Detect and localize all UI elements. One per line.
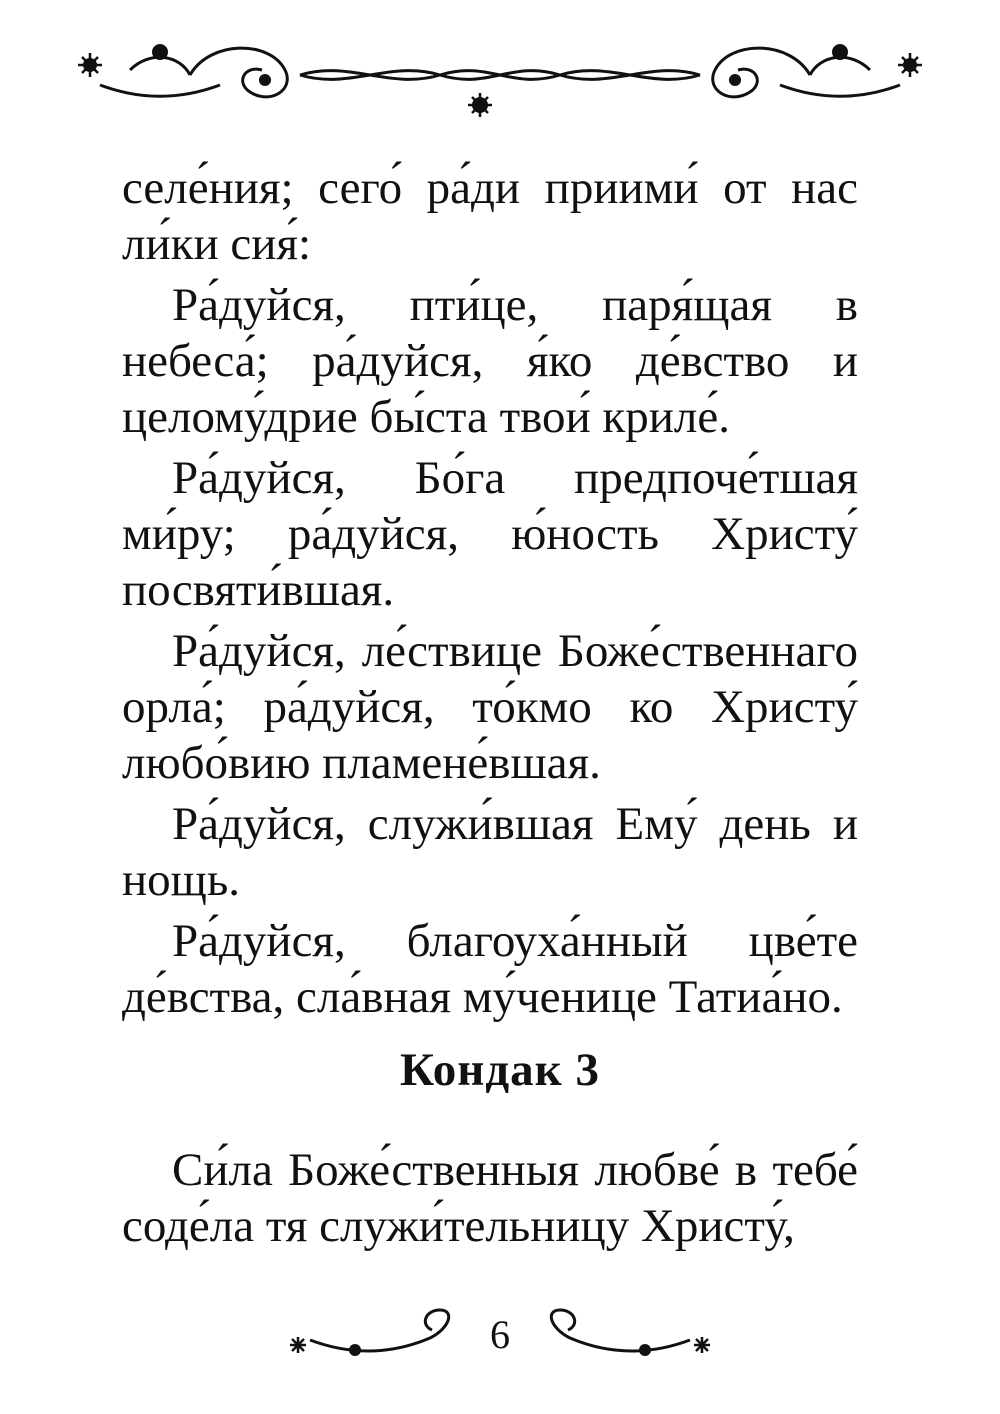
section-heading: Кондак 3 — [400, 1044, 600, 1096]
top-ornament — [70, 30, 930, 125]
paragraph: Ра́дуйся, пти́це, паря́щая в небеса́; ра́дуйся, я́ко де́вство и целому́дрие бы́ста твои́ криле́. — [122, 279, 858, 443]
paragraph: Си́ла Боже́ственныя любве́ в тебе́ соде́ла тя служи́тельницу Христу́, — [122, 1144, 858, 1252]
kondak-text — [122, 1137, 858, 1254]
prayer-text — [122, 160, 858, 1025]
paragraph: Ра́дуйся, Бо́га предпоче́тшая ми́ру; ра́дуйся, ю́ность Христу́ посвяти́вшая. — [122, 452, 858, 616]
paragraph: Ра́дуйся, ле́ствице Боже́ственнаго орла́; ра́дуйся, то́кмо ко Христу́ любо́вию пламене́вшая. — [122, 625, 858, 789]
paragraph: Ра́дуйся, служи́вшая Ему́ день и нощь. — [122, 798, 858, 906]
paragraph: селе́ния; сего́ ра́ди приими́ от нас ли́ки сия́: — [122, 162, 858, 270]
paragraph: Ра́дуйся, благоуха́нный цве́те де́вства, сла́вная му́ченице Татиа́но. — [122, 915, 858, 1023]
page-number: 6 — [490, 1312, 510, 1357]
